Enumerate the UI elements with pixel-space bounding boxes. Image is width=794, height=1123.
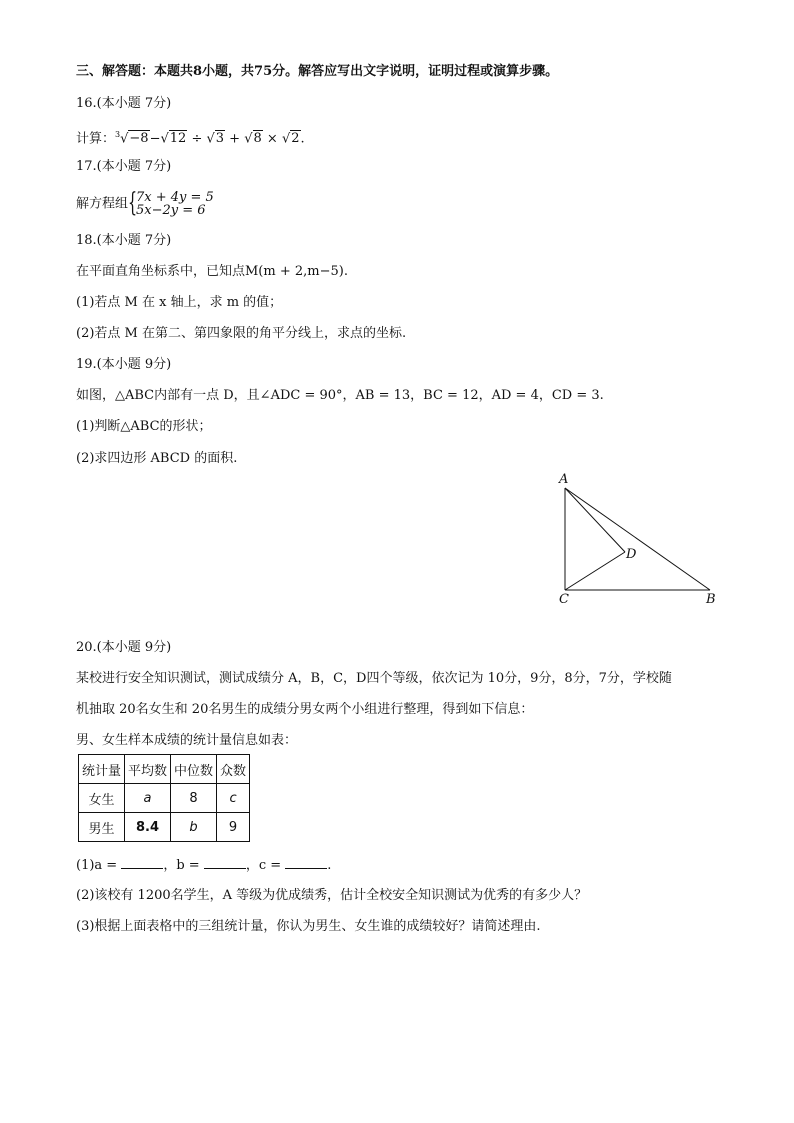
label-b: B [706, 592, 716, 607]
q20-table-caption: 男、女生样本成绩的统计量信息如表： [76, 733, 298, 748]
triangle-figure [550, 470, 730, 610]
q20-part1-c: ，c = [245, 858, 282, 873]
table-header-row [79, 755, 250, 784]
q16-cbrt-arg: −8 [129, 131, 149, 147]
table-header-cell: 统计量 [79, 755, 125, 784]
q20-intro-line2: 机抽取 20名女生和 20名男生的成绩分男女两个小组进行整理，得到如下信息： [76, 702, 534, 717]
q16-prefix: 计算： [76, 131, 116, 147]
table-header-cell: 中位数 [171, 755, 217, 784]
q16-title: 16.(本小题 7分) [76, 96, 172, 111]
q17-eq2: 5x−2y = 6 [136, 203, 206, 218]
q20-part3: (3)根据上面表格中的三组统计量，你认为男生、女生谁的成绩较好？请简述理由. [76, 919, 541, 934]
q17-eq1: 7x + 4y = 5 [136, 190, 214, 205]
table-header-cell: 平均数 [125, 755, 171, 784]
q19-part1: (1)判断△ABC的形状； [76, 419, 212, 434]
stats-table [78, 754, 250, 842]
label-a: A [559, 472, 569, 487]
table-cell: 8 [171, 784, 217, 813]
table-cell: b [171, 813, 217, 842]
q16-sqrt-2: 2 [291, 131, 300, 147]
table-row [79, 813, 250, 842]
q20-intro-line1: 某校进行安全知识测试，测试成绩分 A，B，C，D四个等级，依次记为 10分，9分，8分，7分，学校随 [76, 671, 672, 686]
q20-title: 20.(本小题 9分) [76, 640, 172, 655]
q17-title: 17.(本小题 7分) [76, 159, 172, 174]
table-cell: 男生 [79, 813, 125, 842]
q18-intro: 在平面直角坐标系中，已知点M(m + 2,m−5). [76, 264, 348, 279]
edge-cd [565, 552, 625, 590]
q16-sqrt-12: 12 [169, 131, 187, 147]
answer-blank[interactable] [285, 856, 327, 869]
table-row [79, 784, 250, 813]
section-header: 三、解答题：本题共8小题，共75分。解答应写出文字说明，证明过程或演算步骤。 [76, 64, 559, 79]
answer-blank[interactable] [204, 856, 246, 869]
q16-expression: 计算：$^3$√−8−√12 ÷ √3 + √8 × √2. [76, 130, 305, 147]
q18-title: 18.(本小题 7分) [76, 233, 172, 248]
q18-part2: (2)若点 M 在第二、第四象限的角平分线上，求点的坐标. [76, 326, 407, 341]
table-cell: a [125, 784, 171, 813]
q19-intro: 如图，△ABC内部有一点 D，且∠ADC = 90°，AB = 13，BC = 12，AD = 4，CD = 3. [76, 388, 604, 403]
equation-system [128, 188, 214, 218]
q16-sqrt-8: 8 [253, 131, 262, 147]
q20-part1 [76, 856, 331, 875]
label-c: C [559, 592, 569, 607]
q19-title: 19.(本小题 9分) [76, 357, 172, 372]
table-cell: c [217, 784, 250, 813]
answer-blank[interactable] [121, 856, 163, 869]
table-cell: 女生 [79, 784, 125, 813]
q20-part1-end: . [327, 858, 332, 873]
label-d: D [626, 547, 637, 562]
q20-part2: (2)该校有 1200名学生，A 等级为优成绩秀，估计全校安全知识测试为优秀的有多少人？ [76, 888, 588, 903]
q20-part1-a: (1)a = [76, 858, 118, 873]
q20-part1-b: ，b = [163, 858, 200, 873]
table-header-cell: 众数 [217, 755, 250, 784]
edge-ad [565, 488, 625, 552]
edge-ab [565, 488, 710, 590]
table-cell: 8.4 [125, 813, 171, 842]
table-cell: 9 [217, 813, 250, 842]
q19-part2: (2)求四边形 ABCD 的面积. [76, 451, 238, 466]
q17-system [76, 188, 214, 218]
q18-part1: (1)若点 M 在 x 轴上，求 m 的值； [76, 295, 283, 310]
q17-prefix: 解方程组 [76, 196, 129, 212]
q16-sqrt-3: 3 [215, 131, 225, 147]
brace-icon: { [128, 188, 138, 218]
